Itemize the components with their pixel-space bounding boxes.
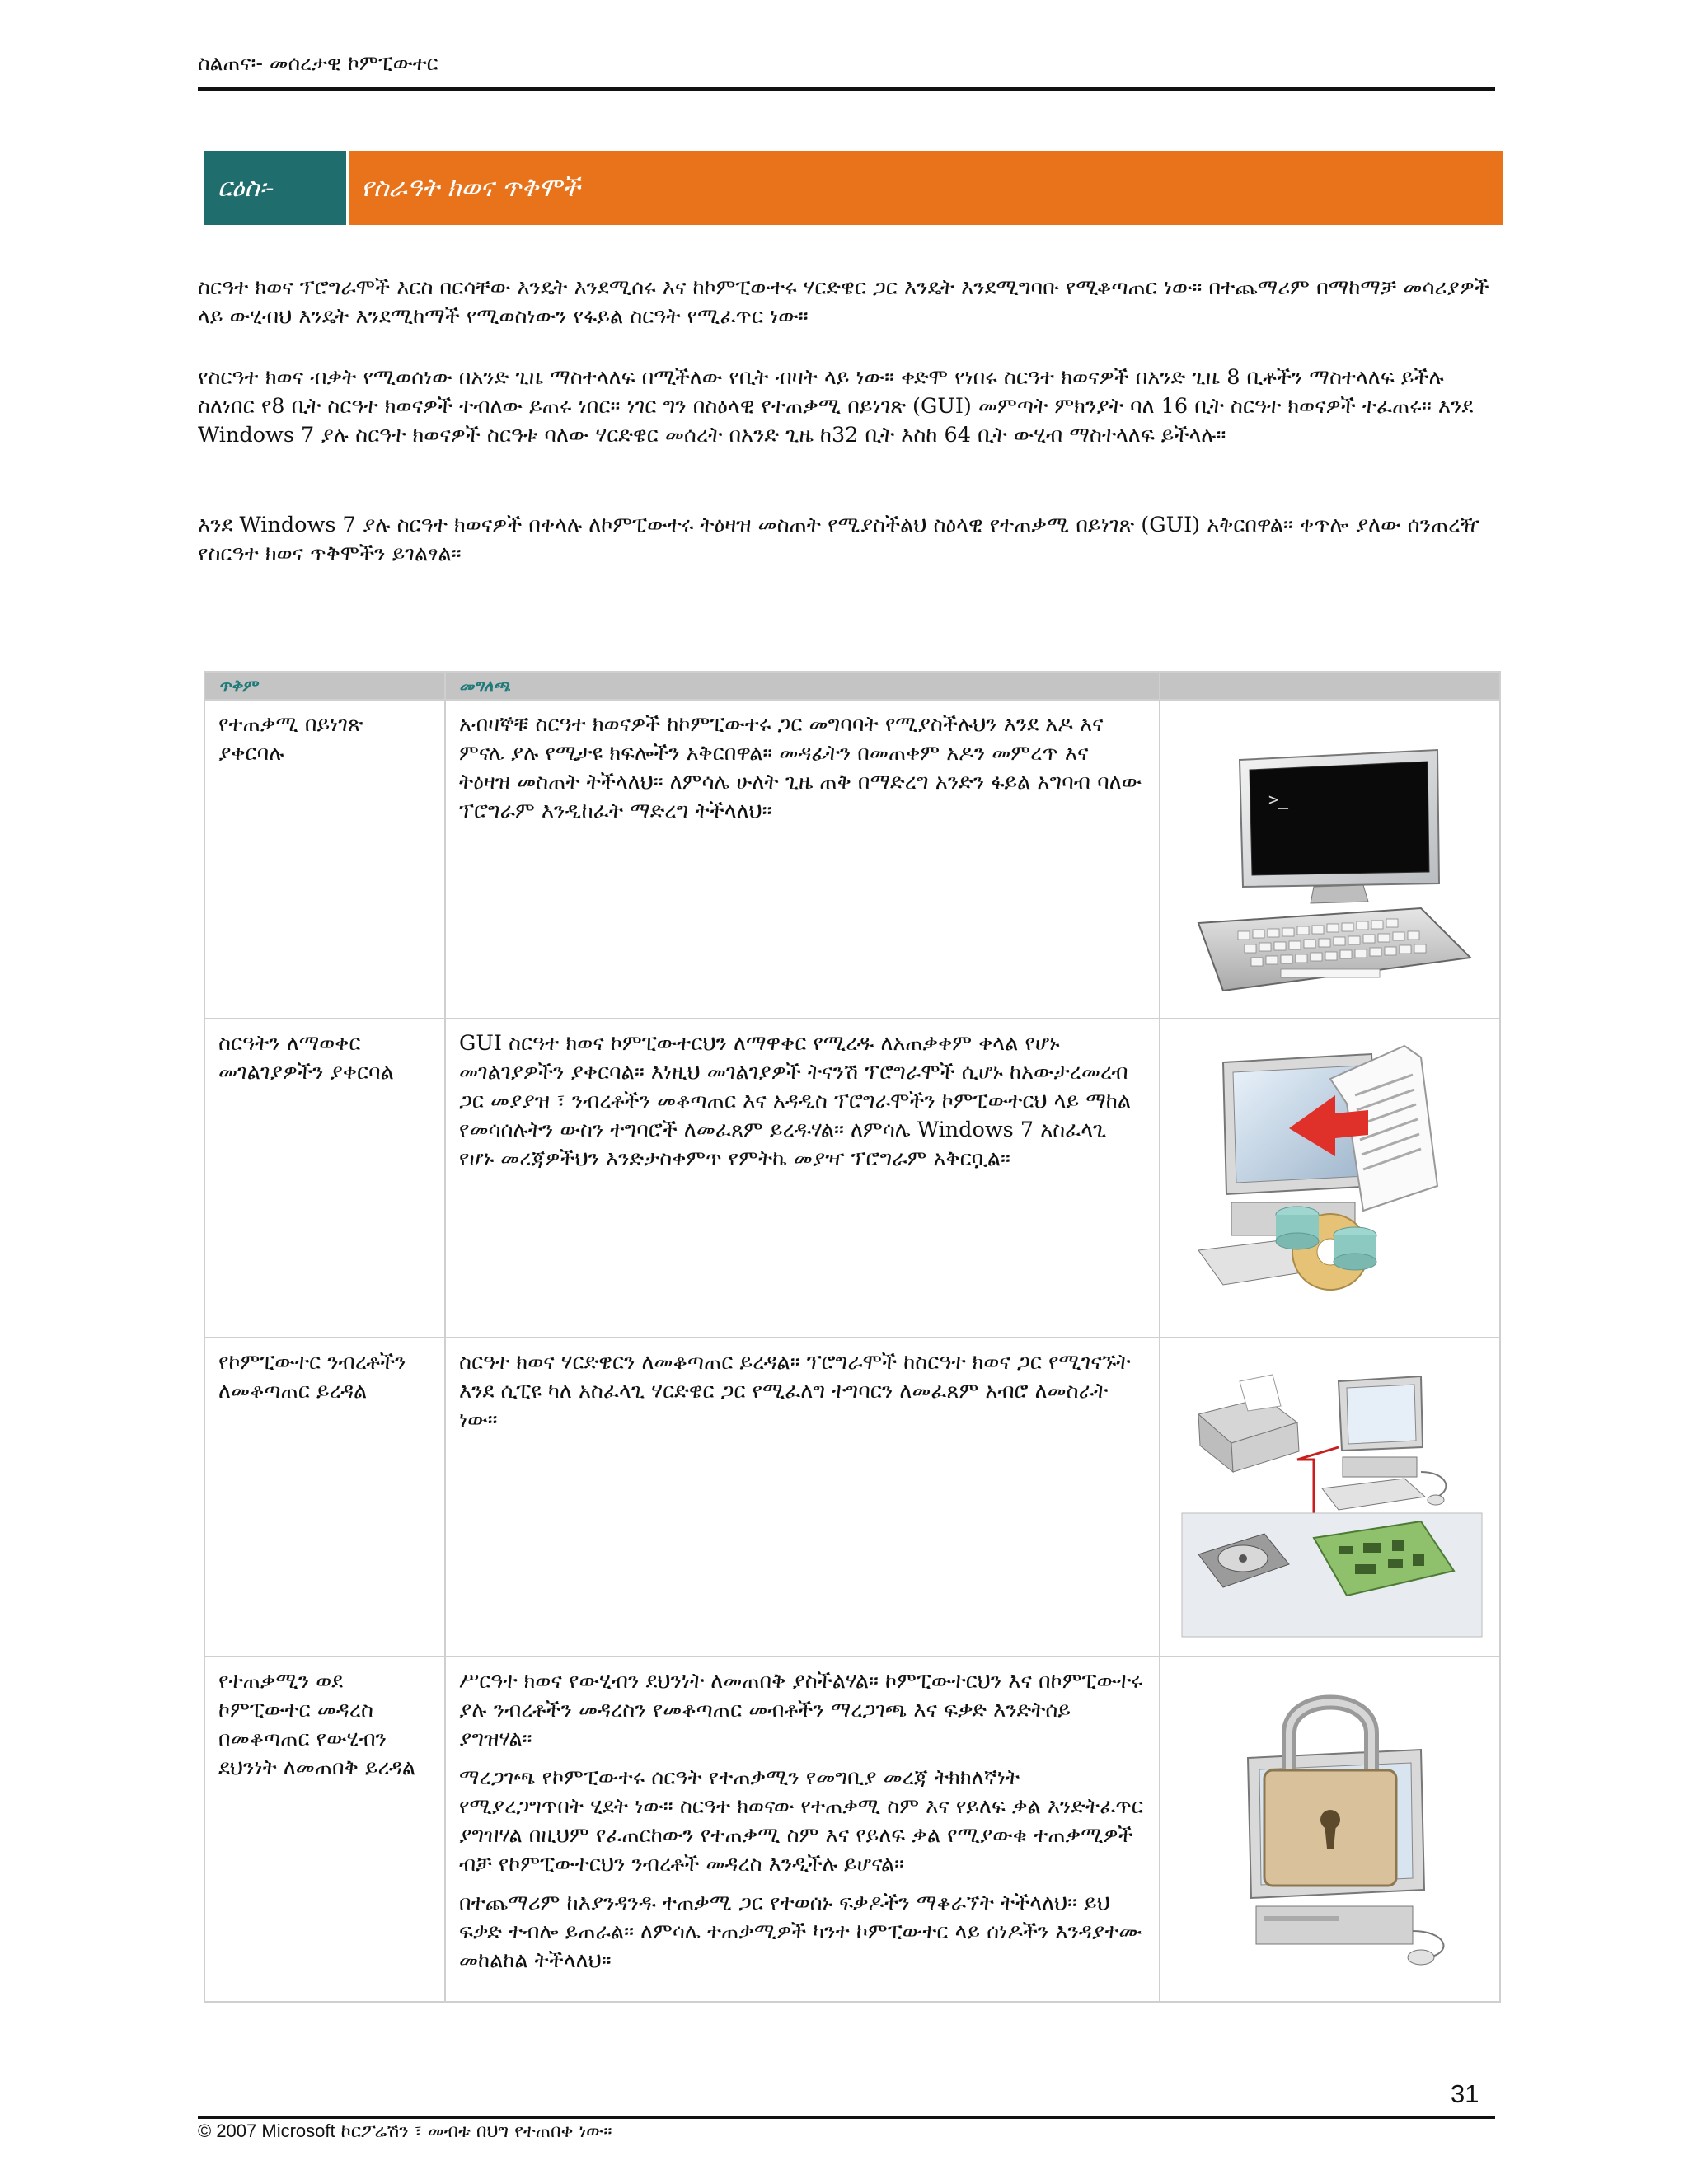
table-row — [204, 1338, 1500, 1657]
page-number: 31 — [1451, 2079, 1479, 2108]
column-header-description: መግለጫ — [445, 672, 1160, 700]
benefits-table — [204, 671, 1501, 2003]
topic-label: ርዕስ፡- — [204, 151, 346, 225]
footer-rule — [198, 2116, 1495, 2119]
intro-paragraph-1: ስርዓተ ክወና ፕሮግራሞች እርስ በርሳቸው እንዴት እንደሚሰሩ እና ከኮምፒውተሩ ሃርድዌር ጋር እንዴት እንደሚግባቡ የሚቆጣጠር ነው። በተጨማሪም በማከማቻ መሳሪያዎች ላይ ውሂብህ እንዴት እንደሚከማች የሚወስነውን የፋይል ስርዓት የሚፈጥር ነው። — [198, 275, 1489, 329]
table-row — [204, 1019, 1500, 1338]
benefit-cell: የኮምፒውተር ንብረቶችን ለመቆጣጠር ይረዳል — [204, 1338, 445, 1657]
intro-paragraph-3: እንደ Windows 7 ያሉ ስርዓተ ክወናዎች በቀላሉ ለኮምፒውተሩ ትዕዛዝ መስጠት የሚያስችልህ ስዕላዊ የተጠቃሚ በይነገጽ (GUI) አቅርበዋል። ቀጥሎ ያለው ሰንጠረዥ የስርዓተ ክወና ጥቅሞችን ይገልፃል። — [198, 513, 1480, 566]
column-header-image — [1160, 672, 1500, 700]
benefit-cell: ስርዓትን ለማወቀር መገልገያዎችን ያቀርባል — [204, 1019, 445, 1338]
image-cell — [1160, 1019, 1500, 1338]
table-header-row — [204, 672, 1500, 700]
description-text: ማረጋገጫ የኮምፒውተሩ ሰርዓት የተጠቃሚን የመግቢያ መረጃ ትክክለኛነት የሚያረጋግጥበት ሂደት ነው። ስርዓተ ክወናው የተጠቃሚ ስም እና የይለፍ ቃል እንድትፈጥር ያግዝሃል በዚህም የፈጠርከውን የተጠቃሚ ስም እና የይለፍ ቃል የሚያውቁ ተጠቃሚዎች ብቻ የኮምፒውተርህን ንብረቶች መዳረስ እንዲችሉ ይሆናል። — [459, 1765, 1143, 1877]
computer-command-prompt-illustration — [1174, 710, 1493, 1007]
benefit-cell: የተጠቃሚ በይነገጽ ያቀርባሉ — [204, 700, 445, 1019]
header-rule — [198, 87, 1495, 91]
computer-padlock-illustration — [1174, 1667, 1493, 1980]
description-cell — [445, 1019, 1160, 1338]
intro-paragraph-2: የስርዓተ ክወና ብቃት የሚወሰነው በአንድ ጊዜ ማስተላለፍ በሚችለው የቢት ብዛት ላይ ነው። ቀድሞ የነበሩ ስርዓተ ክወናዎች በአንድ ጊዜ 8 ቢቶችን ማስተላለፍ ይችሉ ስለነበር የ8 ቢት ስርዓተ ክወናዎች ተብለው ይጠሩ ነበር። ነገር ግን በስዕላዊ የተጠቃሚ በይነገጽ (GUI) መምጣት ምክንያት ባለ 16 ቢት ስርዓተ ክወናዎች ተፈጠሩ። እንደ Windows 7 ያሉ ስርዓተ ክወናዎች ስርዓቱ ባለው ሃርድዌር መሰረት በአንድ ጊዜ ከ32 ቢት እስከ 64 ቢት ውሂብ ማስተላለፍ ይችላሉ። — [198, 365, 1474, 448]
topic-title: የስራዓት ክወና ጥቅሞች — [361, 172, 580, 203]
description-text: አብዛኞቹ ስርዓተ ክወናዎች ከኮምፒውተሩ ጋር መግባባት የሚያስችሉህን እንደ አዶ እና ምናሌ ያሉ የሚታዩ ክፍሎችን አቅርበዋል። መዳፊትን በመጠቀም አዶን መምረጥ እና ትዕዛዝ መስጠት ትችላለህ። ለምሳሌ ሁለት ጊዜ ጠቅ በማድረግ አንድን ፋይል አግባብ ባለው ፕሮግራም እንዲከፈት ማድረግ ትችላለህ። — [459, 712, 1142, 823]
benefit-cell: የተጠቃሚን ወደ ኮምፒውተር መዳረስ በመቆጣጠር የውሂብን ደህንነት ለመጠበቅ ይረዳል — [204, 1657, 445, 2002]
image-cell — [1160, 700, 1500, 1019]
running-header: ስልጠና፡- መሰረታዊ ኮምፒውተር — [198, 51, 438, 75]
printer-computer-hardware-illustration — [1174, 1348, 1493, 1645]
description-cell — [445, 1338, 1160, 1657]
description-cell — [445, 700, 1160, 1019]
image-cell — [1160, 1657, 1500, 2002]
topic-banner — [204, 151, 1503, 225]
svg-text:>_: >_ — [1268, 790, 1289, 809]
copyright-text: ኮርፖሬሽን ፣ መብቱ በህግ የተጠበቀ ነው። — [335, 2121, 612, 2142]
table-row — [204, 700, 1500, 1019]
footer — [198, 2121, 612, 2142]
table-row — [204, 1657, 1500, 2002]
description-text: ሥርዓተ ክወና የውሂብን ደህንነት ለመጠበቅ ያስችልሃል። ኮምፒውተርህን እና በኮምፒውተሩ ያሉ ንብረቶችን መዳረስን የመቆጣጠር መብቶችን ማረጋገጫ እና ፍቃድ እንድትሰይ ያግዝሃል። — [459, 1669, 1143, 1751]
column-header-benefit: ጥቅም — [204, 672, 445, 700]
description-cell — [445, 1657, 1160, 2002]
image-cell — [1160, 1338, 1500, 1657]
description-text: GUI ስርዓተ ክወና ኮምፒውተርህን ለማዋቀር የሚረዱ ለአጠቃቀም ቀላል የሆኑ መገልገያዎችን ያቀርባል። እነዚህ መገልገያዎች ትናንሽ ፕሮግራሞች ሲሆኑ ከአውታረመረብ ጋር መያያዝ ፣ ንብረቶችን መቆጣጠር እና አዳዲስ ፕሮግራሞችን ኮምፒውተርህ ላይ ማከል የመሳሰሉትን ውስን ተግባሮች ለመፈጸም ይረዱሃል። ለምሳሌ Windows 7 አስፈላጊ የሆኑ መረጃዎችህን እንድታስቀምጥ የምትኬ መያዣ ፕሮግራም አቅርቧል። — [459, 1031, 1132, 1171]
computer-gears-document-illustration — [1174, 1029, 1493, 1326]
copyright-notice: © 2007 Microsoft — [198, 2121, 335, 2141]
description-text: ስርዓተ ክወና ሃርድዌርን ለመቆጣጠር ይረዳል። ፕሮግራሞች ከስርዓተ ክወና ጋር የሚገናኙት እንደ ሲፒዩ ካለ አስፈላጊ ሃርድዌር ጋር የሚፈለግ ተግባርን ለመፈጸም አብሮ ለመስራት ነው። — [459, 1350, 1131, 1432]
description-text: በተጨማሪም ከእያንዳንዱ ተጠቃሚ ጋር የተወሰኑ ፍቃዶችን ማቆራኘት ትችላለህ። ይህ ፍቃድ ተብሎ ይጠራል። ለምሳሌ ተጠቃሚዎች ካንተ ኮምፒውተር ላይ ሰነዶችን እንዳያተሙ መከልከል ትችላለህ። — [459, 1891, 1142, 1973]
